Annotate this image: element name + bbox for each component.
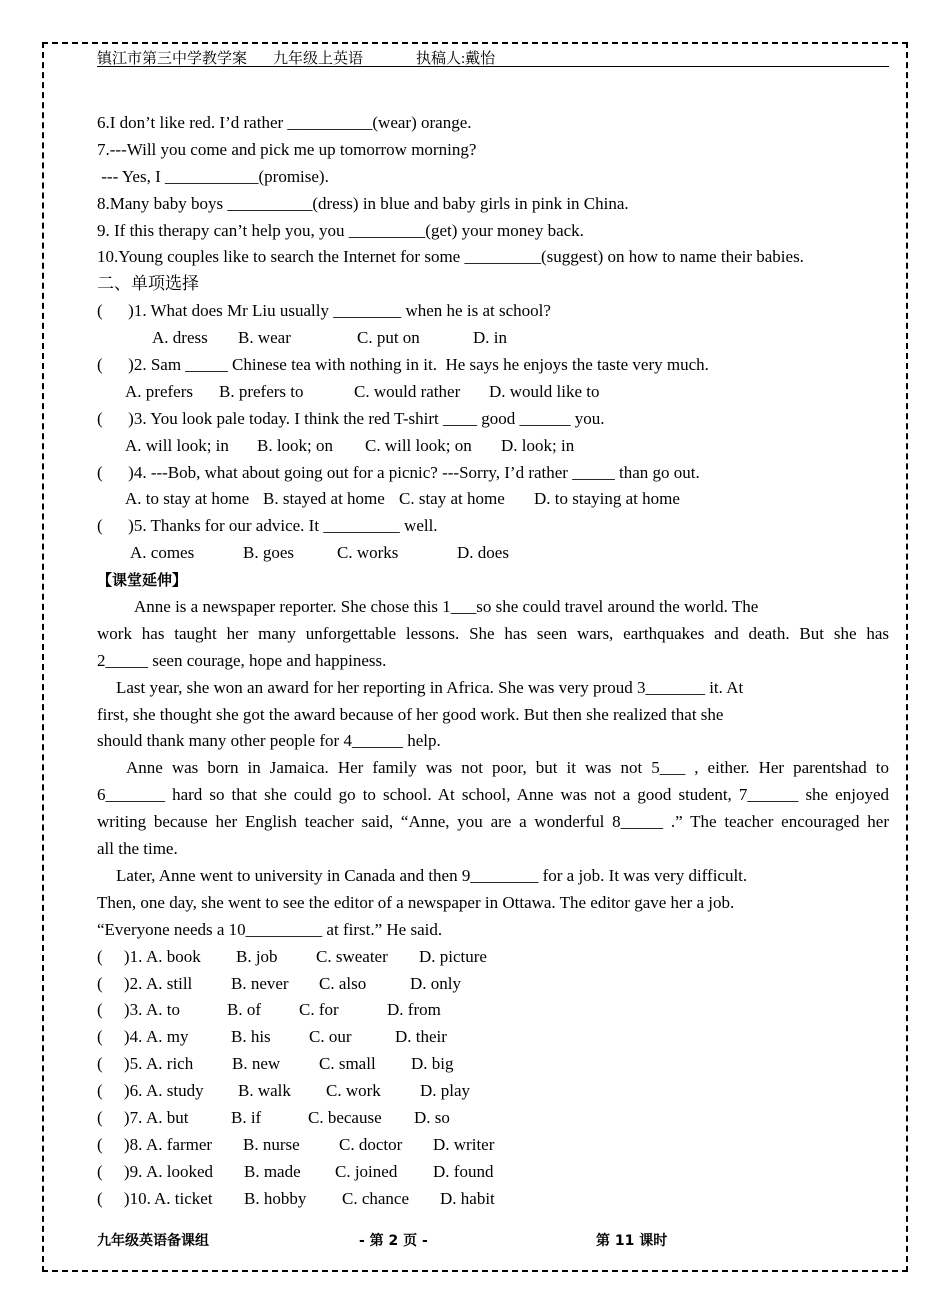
cloze-option: D. only — [410, 973, 461, 993]
cloze-option: A. but — [146, 1107, 189, 1127]
mc-option: C. put on — [357, 328, 420, 348]
passage-line: “Everyone needs a 10_________ at first.” He said. — [97, 919, 443, 939]
cloze-option: B. never — [231, 973, 289, 993]
mc-option: A. prefers — [125, 381, 193, 401]
mc-option: D. does — [457, 543, 509, 563]
passage-line: 2_____ seen courage, hope and happiness. — [97, 650, 387, 670]
header-author: 执稿人:戴怡 — [416, 51, 496, 67]
cloze-option: D. habit — [440, 1188, 495, 1208]
mc-option: D. look; in — [501, 435, 575, 455]
cloze-option: A. my — [146, 1027, 189, 1047]
mc-option: C. works — [337, 543, 399, 563]
cloze-option: B. new — [232, 1054, 281, 1074]
cloze-num: ( )6. — [97, 1081, 143, 1101]
cloze-row — [97, 1078, 889, 1105]
passage-line: writing because her English teacher said, “Anne, you are a wonderful 8_____ .” The teacher encouraged her — [97, 812, 889, 832]
cloze-row — [97, 997, 889, 1024]
mc-option: A. will look; in — [125, 435, 229, 455]
cloze-option: C. because — [308, 1107, 382, 1127]
mc-option: D. to staying at home — [534, 489, 680, 509]
cloze-option: D. big — [411, 1054, 454, 1074]
fill-in-item: 8.Many baby boys __________(dress) in blue and baby girls in pink in China. — [97, 193, 629, 213]
fill-in-item: 6.I don’t like red. I’d rather __________(wear) orange. — [97, 113, 472, 132]
mc-option: B. wear — [238, 328, 291, 348]
cloze-option: B. if — [231, 1107, 262, 1127]
mc-options — [97, 433, 889, 460]
cloze-num: ( )2. — [97, 973, 143, 993]
cloze-option: D. picture — [419, 946, 487, 966]
mc-question: ( )3. You look pale today. I think the red T-shirt ____ good ______ you. — [97, 408, 605, 428]
fill-in-item: 10.Young couples like to search the Internet for some _________(suggest) on how to name their babies. — [97, 247, 804, 267]
cloze-option: C. sweater — [316, 946, 388, 966]
cloze-option: A. looked — [146, 1161, 214, 1181]
mc-option: A. comes — [130, 543, 195, 563]
mc-option: A. to stay at home — [125, 489, 250, 509]
cloze-num: ( )9. — [97, 1161, 143, 1181]
cloze-row — [97, 1132, 889, 1159]
cloze-option: C. chance — [342, 1188, 410, 1208]
cloze-option: D. found — [433, 1161, 494, 1181]
cloze-option: A. book — [146, 946, 201, 966]
cloze-num: ( )1. — [97, 946, 143, 966]
footer-lesson: 第 11 课时 — [596, 1233, 668, 1249]
cloze-option: A. farmer — [146, 1134, 213, 1154]
fill-in-item: 9. If this therapy can’t help you, you _________(get) your money back. — [97, 220, 584, 240]
mc-options — [97, 379, 889, 406]
cloze-option: C. for — [299, 1000, 339, 1020]
section-title-multiple-choice: 二、单项选择 — [97, 274, 199, 294]
cloze-row — [97, 1186, 889, 1213]
cloze-option: A. rich — [146, 1054, 194, 1074]
header-school: 镇江市第三中学教学案 — [97, 51, 248, 67]
cloze-num: ( )8. — [97, 1134, 143, 1154]
cloze-num: ( )10. — [97, 1188, 151, 1208]
mc-option: B. goes — [243, 543, 294, 563]
cloze-option: A. to — [146, 1000, 180, 1020]
cloze-option: D. so — [414, 1107, 450, 1127]
cloze-option: C. joined — [335, 1161, 398, 1181]
cloze-row — [97, 1159, 889, 1186]
page-footer — [97, 1230, 889, 1250]
mc-option: B. prefers to — [219, 381, 304, 401]
passage-line: should thank many other people for 4______ help. — [97, 731, 441, 751]
header-grade: 九年级上英语 — [273, 51, 364, 67]
cloze-num: ( )4. — [97, 1027, 143, 1047]
cloze-option: B. made — [244, 1161, 301, 1181]
mc-option: D. in — [473, 328, 507, 348]
cloze-option: C. work — [326, 1081, 381, 1101]
cloze-num: ( )3. — [97, 1000, 143, 1020]
passage-line: all the time. — [97, 839, 178, 859]
cloze-option: B. his — [231, 1027, 271, 1047]
passage-line: Last year, she won an award for her reporting in Africa. She was very proud 3_______ it. At — [116, 677, 744, 697]
cloze-option: B. job — [236, 946, 278, 966]
cloze-num: ( )5. — [97, 1054, 143, 1074]
cloze-option: C. doctor — [339, 1134, 403, 1154]
cloze-num: ( )7. — [97, 1107, 143, 1127]
mc-question: ( )4. ---Bob, what about going out for a picnic? ---Sorry, I’d rather _____ than go out. — [97, 462, 700, 482]
cloze-option: A. study — [146, 1081, 204, 1101]
cloze-option: C. our — [309, 1027, 352, 1047]
cloze-option: B. nurse — [243, 1134, 300, 1154]
cloze-option: C. small — [319, 1054, 376, 1074]
mc-option: B. look; on — [257, 435, 334, 455]
passage-line: Later, Anne went to university in Canada and then 9________ for a job. It was very difficult. — [116, 865, 748, 885]
mc-question: ( )5. Thanks for our advice. It _________ well. — [97, 516, 438, 536]
page-header — [97, 46, 889, 67]
section-title-class-extension: 【课堂延伸】 — [97, 571, 188, 590]
mc-options — [97, 540, 889, 567]
cloze-option: D. play — [420, 1081, 471, 1101]
passage-line: Anne was born in Jamaica. Her family was not poor, but it was not 5___ , either. Her parentshad to — [126, 758, 889, 778]
cloze-option: C. also — [319, 973, 367, 993]
passage-line: Anne is a newspaper reporter. She chose this 1___so she could travel around the world. The — [134, 597, 759, 617]
cloze-option: A. ticket — [154, 1188, 213, 1208]
fill-in-item: --- Yes, I ___________(promise). — [97, 166, 329, 186]
cloze-option: B. of — [227, 1000, 261, 1020]
cloze-option: B. hobby — [244, 1188, 307, 1208]
cloze-row — [97, 1105, 889, 1132]
mc-question: ( )2. Sam _____ Chinese tea with nothing in it. He says he enjoys the taste very much. — [97, 355, 709, 375]
footer-group: 九年级英语备课组 — [97, 1233, 209, 1249]
fill-in-item: 7.---Will you come and pick me up tomorrow morning? — [97, 139, 477, 159]
mc-option: C. stay at home — [399, 489, 505, 509]
cloze-option: D. from — [387, 1000, 441, 1020]
mc-question: ( )1. What does Mr Liu usually ________ when he is at school? — [97, 301, 551, 321]
cloze-row — [97, 971, 889, 998]
cloze-row — [97, 1024, 889, 1051]
passage-line: Then, one day, she went to see the editor of a newspaper in Ottawa. The editor gave her a job. — [97, 892, 735, 912]
mc-option: A. dress — [152, 328, 208, 348]
mc-options — [97, 325, 889, 352]
mc-option: D. would like to — [489, 381, 600, 401]
worksheet-content — [97, 110, 889, 1213]
cloze-option: A. still — [146, 973, 193, 993]
cloze-option: B. walk — [238, 1081, 291, 1101]
footer-page-number: - 第 2 页 - — [359, 1233, 428, 1249]
cloze-row — [97, 944, 889, 971]
mc-option: C. would rather — [354, 381, 461, 401]
cloze-option: D. their — [395, 1027, 447, 1047]
cloze-row — [97, 1051, 889, 1078]
mc-option: C. will look; on — [365, 435, 472, 455]
cloze-option: D. writer — [433, 1134, 495, 1154]
mc-option: B. stayed at home — [263, 489, 385, 509]
passage-line: first, she thought she got the award because of her good work. But then she realized that she — [97, 704, 724, 724]
passage-line: 6_______ hard so that she could go to school. At school, Anne was not a good student, 7______ she enjoyed — [97, 785, 889, 805]
mc-options — [97, 486, 889, 513]
passage-line: work has taught her many unforgettable lessons. She has seen wars, earthquakes and death. But she has — [97, 623, 889, 643]
